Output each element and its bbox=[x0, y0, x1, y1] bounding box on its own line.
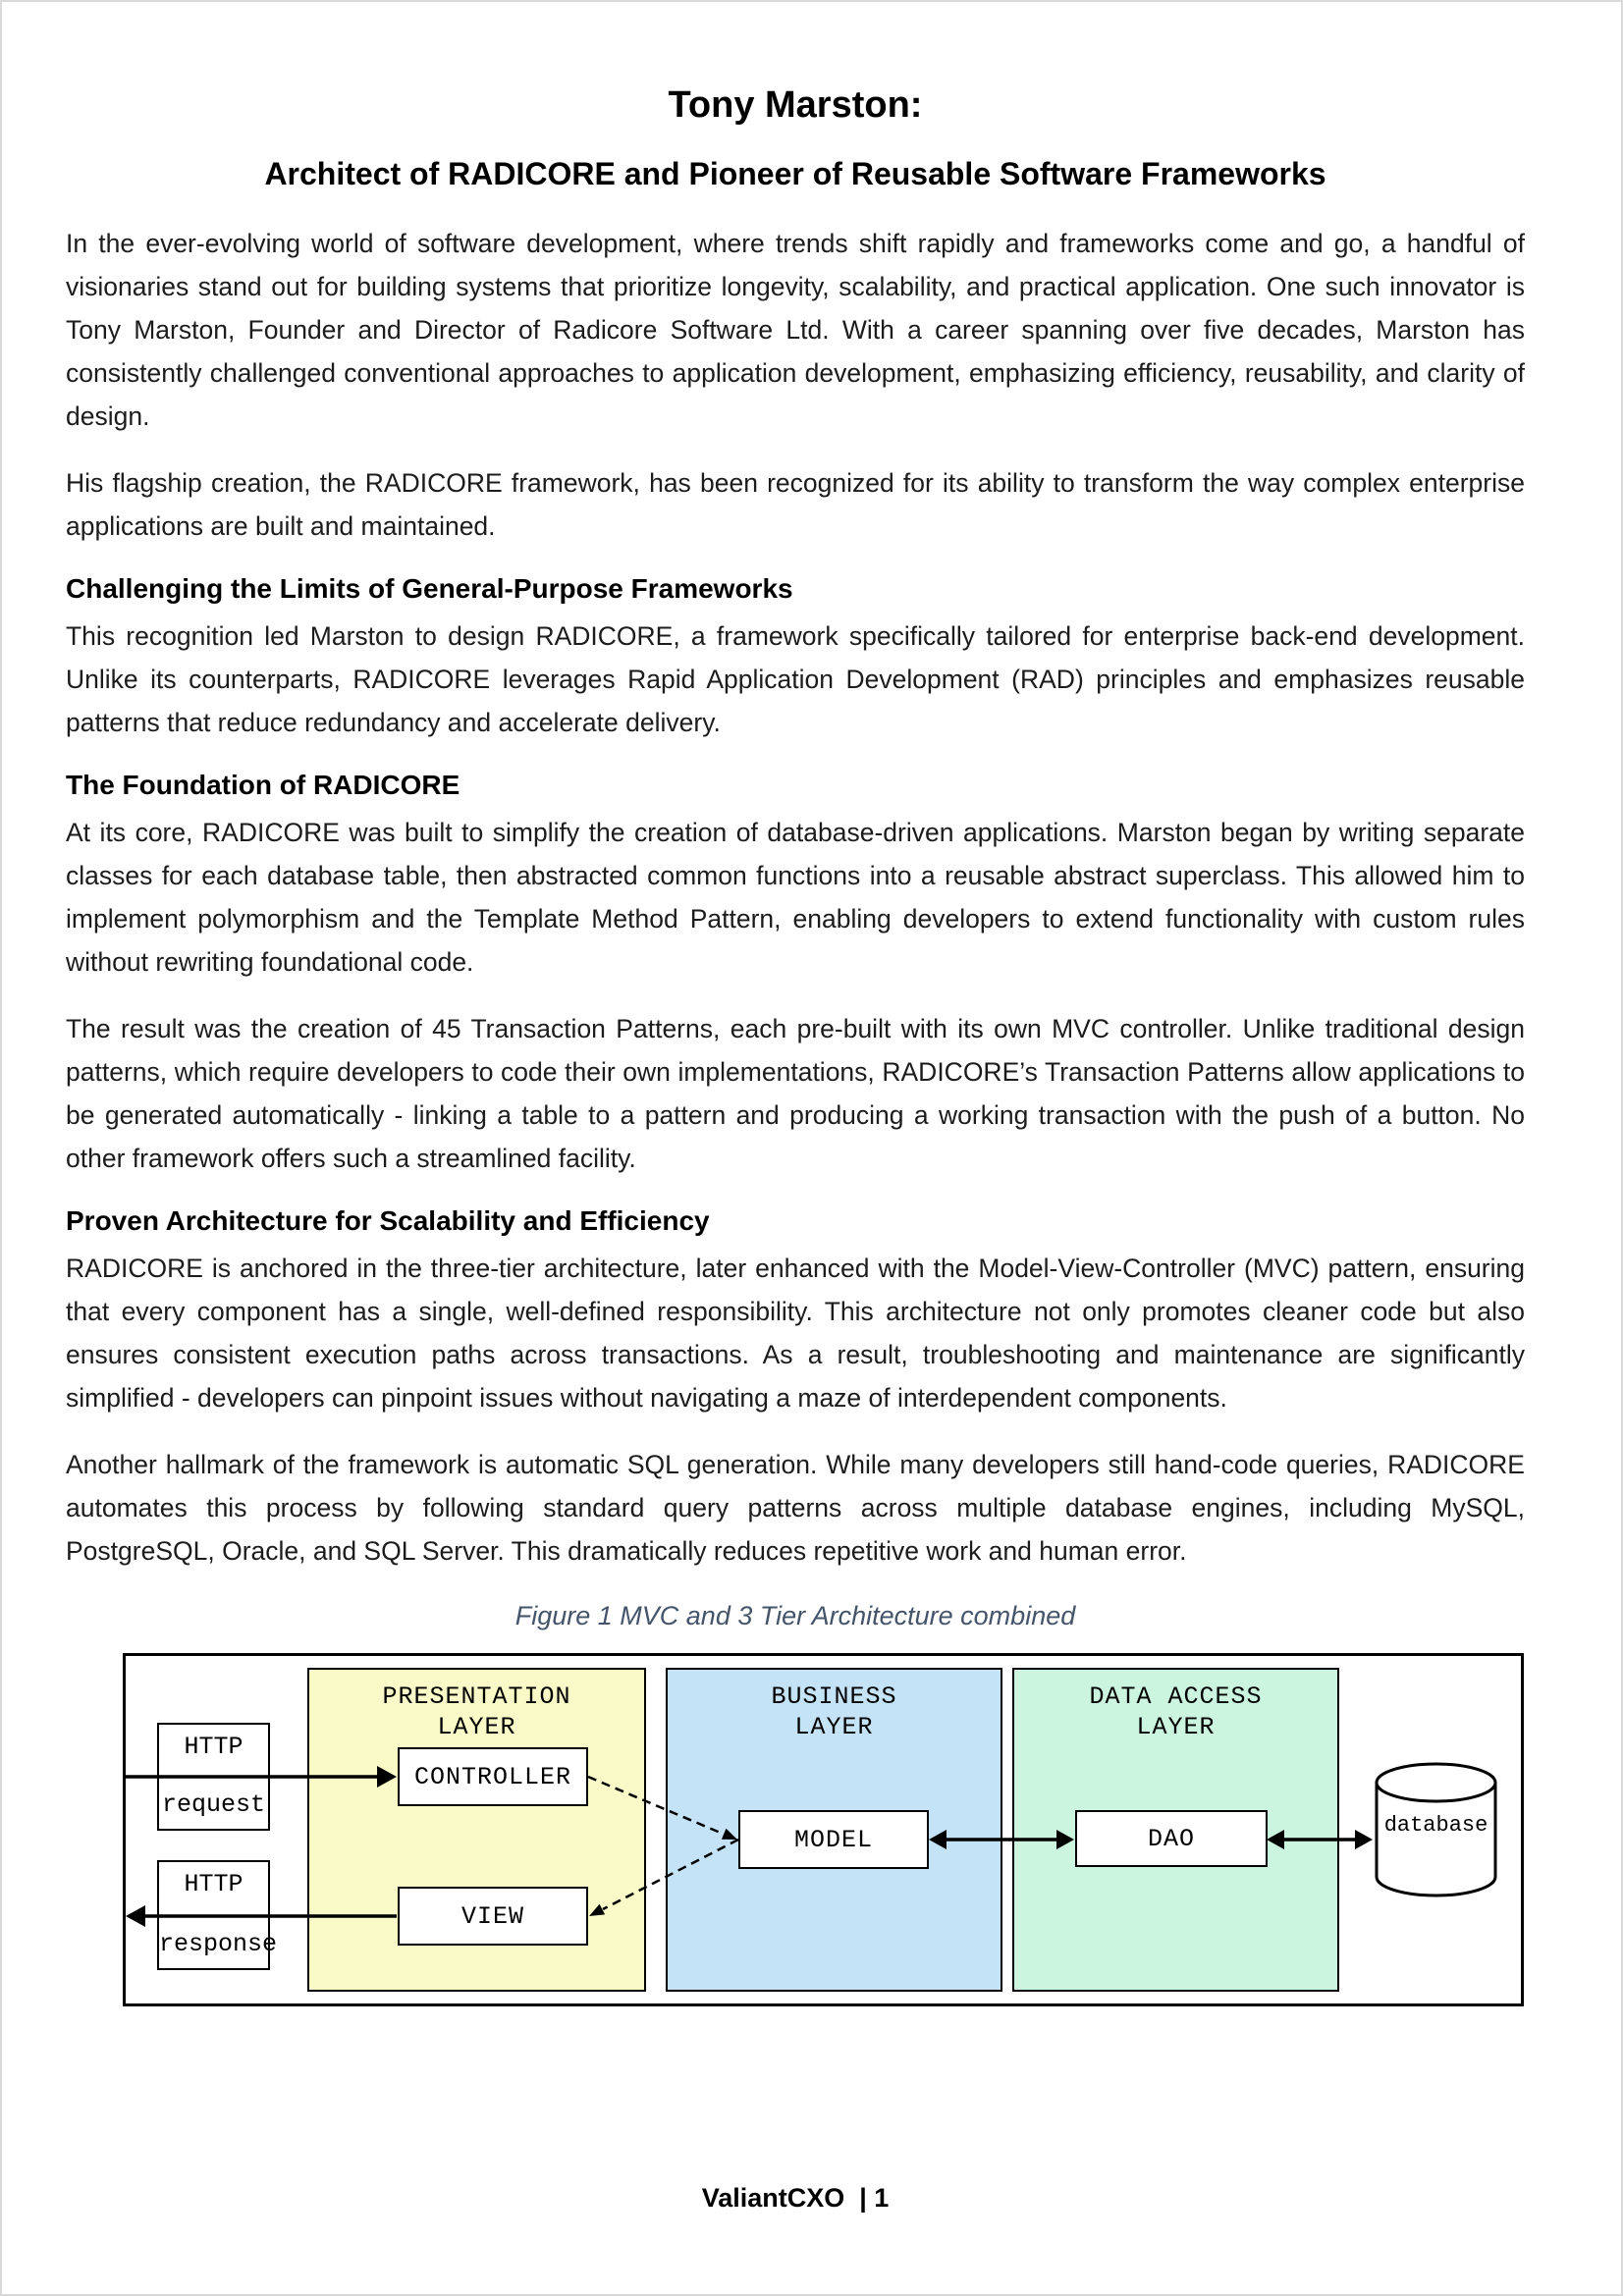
business-layer-title bbox=[668, 1670, 1001, 1742]
data-access-layer-title bbox=[1014, 1670, 1337, 1742]
http-response-box bbox=[157, 1860, 278, 1970]
page-subtitle: Architect of RADICORE and Pioneer of Reusable Software Frameworks bbox=[264, 156, 1326, 191]
data-access-layer-title-line1: DATA ACCESS bbox=[1089, 1682, 1263, 1711]
presentation-layer-title bbox=[309, 1670, 644, 1742]
http-request-box bbox=[157, 1723, 270, 1831]
section-3-paragraph-2: Another hallmark of the framework is automatic SQL generation. While many developers still hand-code queries, RADICORE automates this process by following standard query patterns across multiple database engines, including MySQL, PostgreSQL, Oracle, and SQL Server. This dramatically reduces repetitive work and human error. bbox=[66, 1450, 1525, 1566]
presentation-layer-title-line1: PRESENTATION bbox=[382, 1682, 571, 1711]
page-title: Tony Marston: bbox=[668, 84, 923, 126]
http-request-label-http: HTTP bbox=[184, 1733, 243, 1761]
business-layer-title-line2: LAYER bbox=[794, 1713, 874, 1741]
intro-paragraph-2: His flagship creation, the RADICORE framework, has been recognized for its ability to transform the way complex enterprise applications are built and maintained. bbox=[66, 468, 1525, 541]
intro-paragraph-1: In the ever-evolving world of software development, where trends shift rapidly and frameworks come and go, a handful of visionaries stand out for building systems that prioritize longevity, scalability, and practical application. One such innovator is Tony Marston, Founder and Director of Radicore Software Ltd. With a career spanning over five decades, Marston has consistently challenged conventional approaches to application development, emphasizing efficiency, reusability, and clarity of design. bbox=[66, 229, 1525, 431]
section-heading-foundation: The Foundation of RADICORE bbox=[66, 770, 460, 800]
controller-node: CONTROLLER bbox=[398, 1747, 588, 1806]
section-2-paragraph-1: At its core, RADICORE was built to simplify the creation of database-driven applications. Marston began by writing separate classes for each database table, then abstracted common functions into a reusable abstract superclass. This allowed him to implement polymorphism and the Template Method Pattern, enabling developers to extend functionality with custom rules without rewriting foundational code. bbox=[66, 818, 1525, 977]
section-3-paragraph-1: RADICORE is anchored in the three-tier architecture, later enhanced with the Model-View-Controller (MVC) pattern, ensuring that every component has a single, well-defined responsibility. This architecture not only promotes cleaner code but also ensures consistent execution paths across transactions. As a result, troubleshooting and maintenance are significantly simplified - developers can pinpoint issues without navigating a maze of interdependent components. bbox=[66, 1254, 1525, 1413]
presentation-layer-title-line2: LAYER bbox=[437, 1713, 516, 1741]
business-layer-title-line1: BUSINESS bbox=[771, 1682, 897, 1711]
architecture-diagram bbox=[123, 1653, 1524, 2006]
section-heading-proven-architecture: Proven Architecture for Scalability and Efficiency bbox=[66, 1205, 710, 1236]
section-2-paragraph-2: The result was the creation of 45 Transaction Patterns, each pre-built with its own MVC controller. Unlike traditional design patterns, which require developers to code their own implementations, RADICORE’s Transaction Patterns allow applications to be generated automatically - linking a table to a pattern and producing a working transaction with the push of a button. No other framework offers such a streamlined facility. bbox=[66, 1014, 1525, 1173]
database-label: database bbox=[1383, 1813, 1488, 1838]
view-node: VIEW bbox=[398, 1887, 588, 1946]
http-response-label-http: HTTP bbox=[184, 1870, 243, 1898]
dao-node: DAO bbox=[1075, 1810, 1268, 1867]
section-heading-challenging-limits: Challenging the Limits of General-Purpose Frameworks bbox=[66, 573, 793, 604]
http-request-label-request: request bbox=[161, 1790, 266, 1819]
model-node: MODEL bbox=[738, 1810, 929, 1869]
data-access-layer-title-line2: LAYER bbox=[1136, 1713, 1216, 1741]
page-footer: ValiantCXO | 1 bbox=[701, 2183, 890, 2213]
http-response-label-response: response bbox=[159, 1930, 278, 1958]
figure-caption: Figure 1 MVC and 3 Tier Architecture combined bbox=[514, 1601, 1076, 1630]
section-1-paragraph-1: This recognition led Marston to design RADICORE, a framework specifically tailored for enterprise back-end development. Unlike its counterparts, RADICORE leverages Rapid Application Development (RAD) principles and emphasizes reusable patterns that reduce redundancy and accelerate delivery. bbox=[66, 621, 1525, 737]
